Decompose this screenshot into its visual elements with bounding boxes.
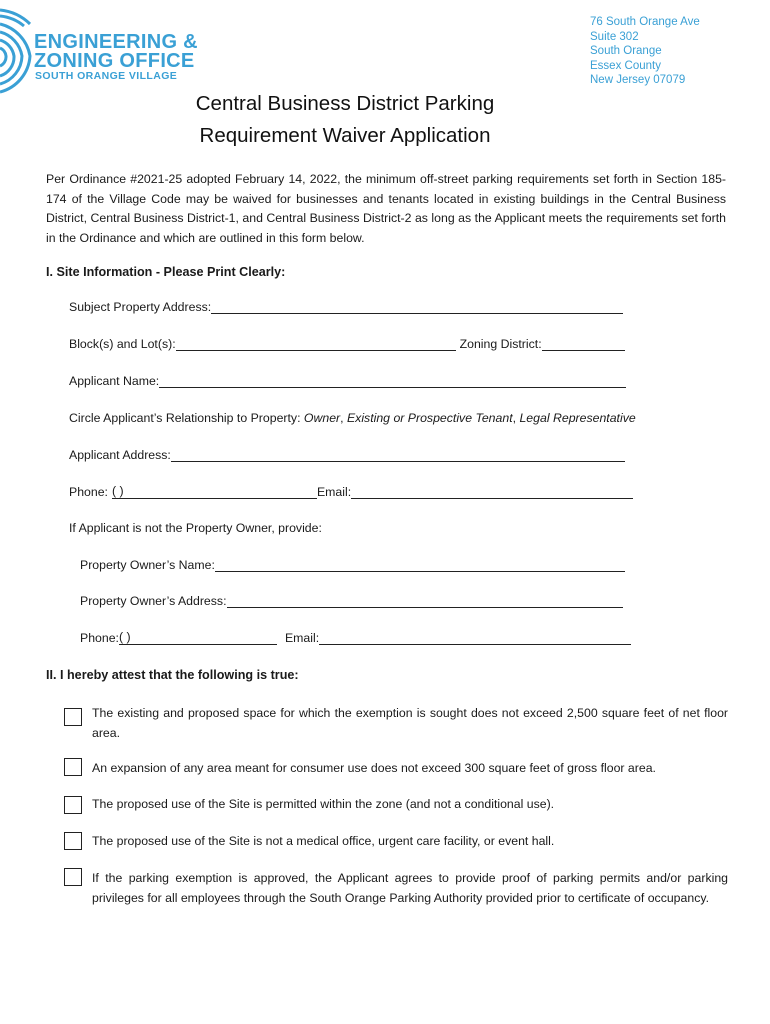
section-2-heading: II. I hereby attest that the following is true: [46, 668, 299, 682]
attest-item-5: If the parking exemption is approved, the Applicant agrees to provide proof of parking permits and/or parking privileges for all employees through the South Orange Parking Authority provided prior to certificate of occupancy. [92, 871, 728, 905]
relationship-row: Circle Applicant’s Relationship to Property: Owner , Existing or Prospective Tenant , Legal Representative [69, 411, 636, 425]
block-lot-row [69, 337, 625, 351]
not-owner-row [69, 521, 322, 535]
owner-address-row [80, 594, 623, 608]
signal-arcs-icon [0, 4, 34, 96]
page-title-line-1: Central Business District Parking [195, 92, 495, 115]
relationship-legal-option[interactable]: Legal Representative [519, 411, 636, 425]
zoning-district-label: Zoning District: [459, 337, 542, 351]
subject-address-field[interactable] [211, 300, 623, 314]
applicant-name-field[interactable] [159, 374, 626, 388]
attest-item-3: The proposed use of the Site is permitted within the zone (and not a conditional use). [92, 797, 555, 811]
owner-email-label: Email: [284, 631, 320, 645]
applicant-name-label: Applicant Name: [69, 374, 160, 388]
owner-name-label: Property Owner’s Name: [80, 558, 215, 572]
address-line: New Jersey 07079 [590, 74, 686, 86]
phone-email-row [69, 484, 633, 499]
page-title-line-2: Requirement Waiver Application [199, 124, 491, 147]
applicant-name-row [69, 374, 626, 388]
phone-area-code: ( ) [111, 484, 124, 498]
owner-email-field[interactable] [319, 631, 631, 645]
attest-checkbox-1[interactable] [64, 708, 82, 726]
applicant-address-field[interactable] [171, 448, 625, 462]
owner-phone-label: Phone: [80, 631, 119, 645]
owner-phone-field[interactable] [119, 630, 277, 645]
attest-item-1: The existing and proposed space for which the exemption is sought does not exceed 2,500 square feet of net floor area. [92, 706, 728, 740]
address-line: 76 South Orange Ave [590, 16, 700, 28]
owner-phone-email-row [80, 630, 631, 645]
office-logo [0, 4, 200, 94]
owner-address-field[interactable] [227, 594, 623, 608]
owner-address-label: Property Owner’s Address: [80, 594, 227, 608]
subject-address-label: Subject Property Address: [69, 300, 212, 314]
block-lot-label: Block(s) and Lot(s): [69, 337, 176, 351]
relationship-label: Circle Applicant’s Relationship to Property: [69, 411, 301, 425]
email-field[interactable] [351, 485, 633, 499]
attest-item-4: The proposed use of the Site is not a medical office, urgent care facility, or event hall. [92, 834, 555, 848]
owner-phone-area-code: ( ) [118, 630, 131, 644]
email-label: Email: [316, 485, 352, 499]
attest-checkbox-5[interactable] [64, 868, 82, 886]
attest-checkbox-3[interactable] [64, 796, 82, 814]
logo-line-3: SOUTH ORANGE VILLAGE [35, 70, 178, 82]
phone-field[interactable] [112, 484, 317, 499]
relationship-tenant-option[interactable]: Existing or Prospective Tenant [346, 411, 513, 425]
attest-checkbox-2[interactable] [64, 758, 82, 776]
owner-name-field[interactable] [215, 558, 625, 572]
applicant-address-label: Applicant Address: [69, 448, 171, 462]
block-lot-field[interactable] [176, 337, 456, 351]
address-line: South Orange [590, 45, 662, 57]
office-address [590, 15, 700, 88]
intro-paragraph: Per Ordinance #2021-25 adopted February 14, 2022, the minimum off-street parking requirements set forth in Section 185-174 of the Village Code may be waived for businesses and tenants located in existing buildings in the Central Business District, Central Business District-1, and Central Business District-2 as long as the Applicant meets the requirements set forth in the Ordinance and which are outlined in this form below. [46, 172, 726, 245]
not-owner-label: If Applicant is not the Property Owner, provide: [69, 521, 322, 535]
logo-line-1: ENGINEERING & [34, 31, 198, 53]
address-line: Suite 302 [590, 30, 639, 43]
section-1-heading: I. Site Information - Please Print Clearly: [46, 265, 286, 279]
subject-address-row [69, 300, 623, 314]
phone-label: Phone: [69, 485, 108, 499]
zoning-district-field[interactable] [542, 337, 625, 351]
attest-checkbox-4[interactable] [64, 832, 82, 850]
address-line: Essex County [590, 59, 661, 72]
applicant-address-row [69, 448, 625, 462]
relationship-owner-option[interactable]: Owner [303, 411, 341, 425]
logo-line-2: ZONING OFFICE [34, 50, 195, 72]
owner-name-row [80, 558, 625, 572]
attest-item-2: An expansion of any area meant for consumer use does not exceed 300 square feet of gross floor area. [92, 761, 656, 775]
